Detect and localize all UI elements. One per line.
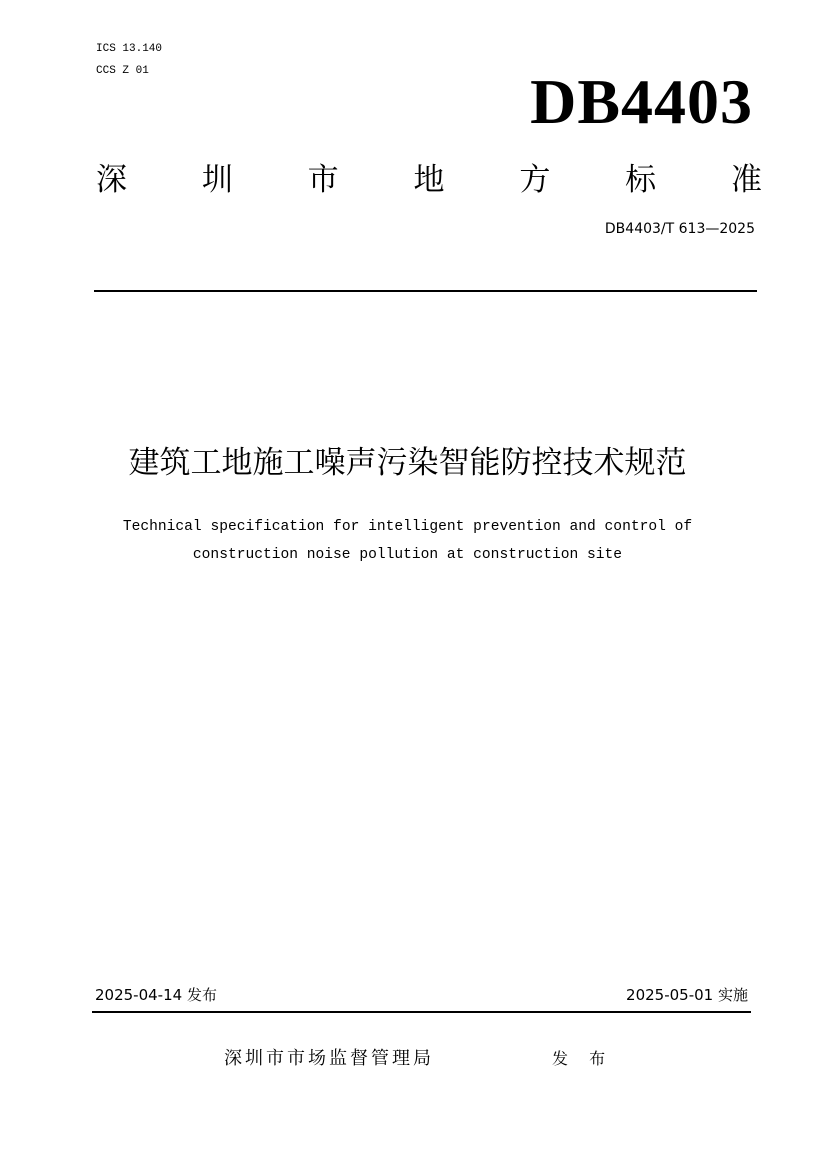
english-title-line: Technical specification for intelligent prevention and control of bbox=[122, 519, 693, 535]
implementation-date: 2025-05-01 实施 bbox=[626, 986, 748, 1004]
english-title-line: construction noise pollution at construction site bbox=[192, 547, 623, 563]
standard-type-char: 方 bbox=[519, 162, 551, 198]
standard-type-char: 深 bbox=[96, 162, 127, 198]
standard-type-char: 准 bbox=[730, 162, 762, 198]
header-divider bbox=[94, 290, 757, 292]
ccs-code: CCS Z 01 bbox=[96, 65, 149, 77]
ics-code: ICS 13.140 bbox=[96, 43, 163, 55]
document-title-english bbox=[0, 513, 815, 569]
issue-date: 2025-04-14 发布 bbox=[95, 986, 217, 1004]
document-title-chinese: 建筑工地施工噪声污染智能防控技术规范 bbox=[128, 445, 687, 481]
standard-type-char: 市 bbox=[307, 162, 339, 198]
footer-divider bbox=[92, 1011, 751, 1013]
standard-type-char: 地 bbox=[413, 162, 445, 198]
standard-type-char: 标 bbox=[625, 162, 657, 198]
publish-label: 发 布 bbox=[552, 1049, 614, 1068]
standard-type-char: 圳 bbox=[201, 162, 233, 198]
standard-number: DB4403/T 613—2025 bbox=[604, 221, 755, 237]
standard-code-logo: DB4403 bbox=[530, 66, 753, 137]
standard-type-heading bbox=[96, 160, 762, 200]
issuing-authority: 深圳市市场监督管理局 bbox=[224, 1048, 434, 1069]
